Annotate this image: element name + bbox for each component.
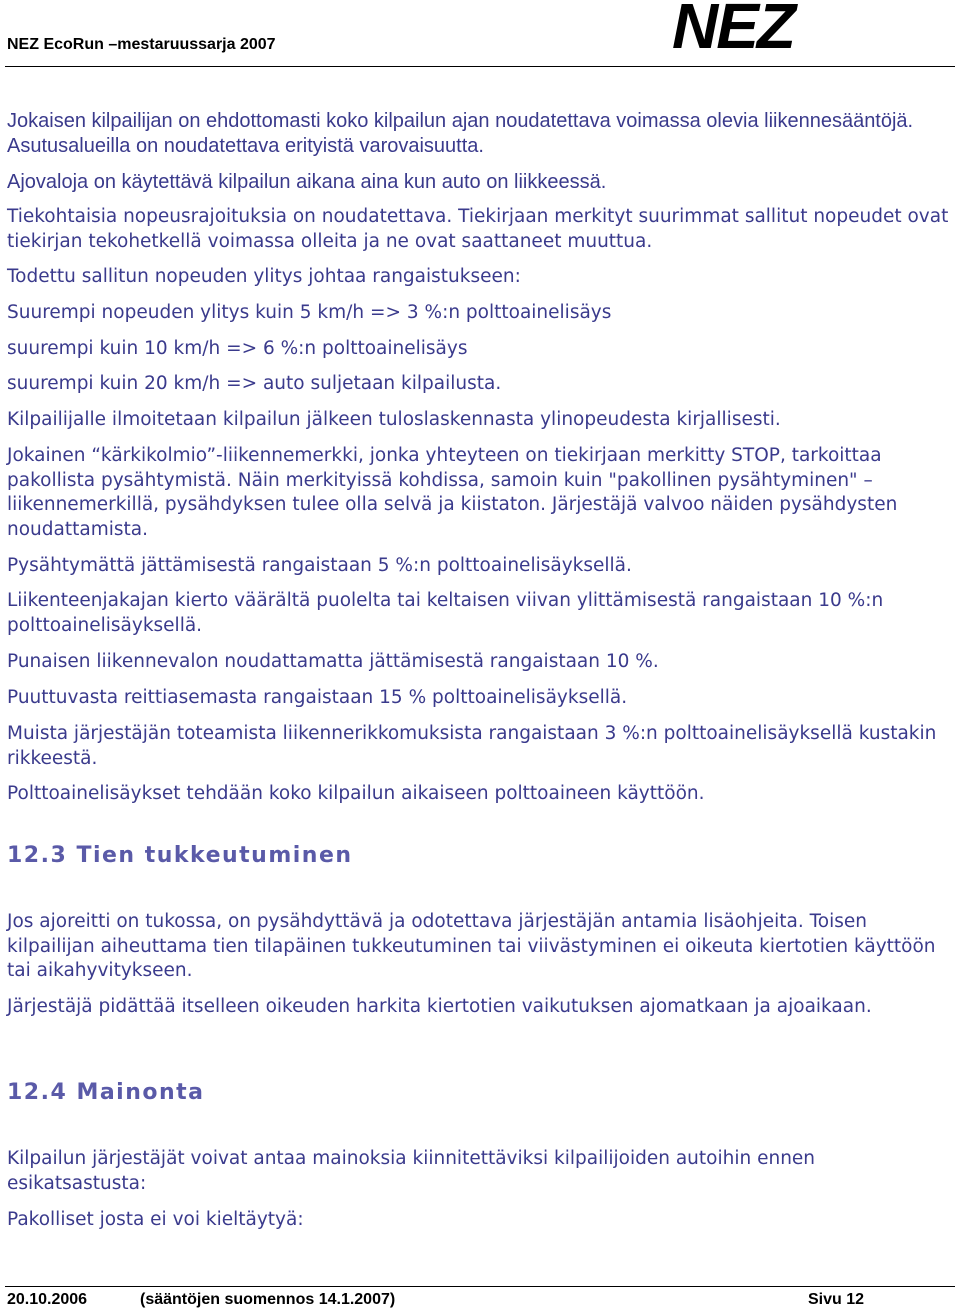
header-divider	[5, 66, 955, 67]
paragraph-blocked-route: Jos ajoreitti on tukossa, on pysähdyttävä ja odotettava järjestäjän antamia lisäohjeita. Toisen kilpailijan aiheuttama tien tilapäinen tukkeutuminen tai viivästyminen ei oikeuta kiertotien käyttöön tai aikahyvitykseen.	[7, 911, 936, 981]
paragraph-penalty-5kmh: Suurempi nopeuden ylitys kuin 5 km/h => 3 %:n polttoainelisäys	[7, 302, 612, 323]
paragraph-penalty-10kmh: suurempi kuin 10 km/h => 6 %:n polttoainelisäys	[7, 338, 468, 359]
paragraph-written-notice: Kilpailijalle ilmoitetaan kilpailun jälkeen tuloslaskennasta ylinopeudesta kirjallisesti.	[7, 409, 781, 430]
paragraph-speed-limits: Tiekohtaisia nopeusrajoituksia on noudatettava. Tiekirjaan merkityt suurimmat sallitut nopeudet ovat tiekirjan tekohetkellä voimassa olleita ja ne ovat saattaneet muuttua.	[7, 206, 949, 252]
paragraph-detour-right: Järjestäjä pidättää itselleen oikeuden harkita kiertotien vaikutuksen ajomatkaan ja ajoaikaan.	[7, 996, 872, 1017]
paragraph-penalty-20kmh: suurempi kuin 20 km/h => auto suljetaan kilpailusta.	[7, 373, 502, 394]
paragraph-headlights: Ajovaloja on käytettävä kilpailun aikana aina kun auto on liikkeessä.	[7, 171, 607, 193]
paragraph-stop-sign: Jokainen “kärkikolmio”-liikennemerkki, jonka yhteyteen on tiekirjaan merkitty STOP, tarkoittaa pakollista pysähtymistä. Näin merkityissä kohdissa, samoin kuin "pakollinen pysähtyminen" – liikennemerkillä, pysähdyksen tulee olla selvä ja kiistaton. Järjestäjä valvoo näiden pysähdysten noudattamista.	[7, 445, 898, 540]
footer-date: 20.10.2006	[7, 1291, 88, 1308]
paragraph-stop-penalty: Pysähtymättä jättämisestä rangaistaan 5 %:n polttoainelisäyksellä.	[7, 555, 632, 576]
nez-logo: NEZ	[672, 0, 794, 62]
paragraph-mandatory-ads: Pakolliset josta ei voi kieltäytyä:	[7, 1209, 304, 1230]
paragraph-traffic-rules: Jokaisen kilpailijan on ehdottomasti koko kilpailun ajan noudatettava voimassa olevia liikennesääntöjä. Asutusalueilla on noudatettava erityistä varovaisuutta.	[7, 110, 914, 157]
paragraph-traffic-island: Liikenteenjakajan kierto väärältä puolelta tai keltaisen viivan ylittämisestä rangaistaan 10 %:n polttoainelisäyksellä.	[7, 590, 884, 636]
document-title: NEZ EcoRun –mestaruussarja 2007	[7, 36, 276, 53]
paragraph-speeding-penalty: Todettu sallitun nopeuden ylitys johtaa rangaistukseen:	[7, 266, 521, 287]
section-heading-road-blockage: 12.3 Tien tukkeutuminen	[7, 843, 353, 868]
footer-divider	[5, 1286, 955, 1287]
footer-translation-note: (sääntöjen suomennos 14.1.2007)	[140, 1291, 396, 1308]
section-heading-advertising: 12.4 Mainonta	[7, 1080, 205, 1105]
paragraph-red-light: Punaisen liikennevalon noudattamatta jättämisestä rangaistaan 10 %.	[7, 651, 659, 672]
footer-page-number: Sivu 12	[807, 1291, 864, 1308]
paragraph-fuel-additions: Polttoainelisäykset tehdään koko kilpailun aikaiseen polttoaineen käyttöön.	[7, 783, 705, 804]
paragraph-advertising-stickers: Kilpailun järjestäjät voivat antaa mainoksia kiinnitettäviksi kilpailijoiden autoihin ennen esikatsastusta:	[7, 1148, 816, 1194]
paragraph-other-violations: Muista järjestäjän toteamista liikennerikkomuksista rangaistaan 3 %:n polttoainelisäyksellä kustakin rikkeestä.	[7, 723, 937, 769]
paragraph-missing-checkpoint: Puuttuvasta reittiasemasta rangaistaan 15 % polttoainelisäyksellä.	[7, 687, 628, 708]
